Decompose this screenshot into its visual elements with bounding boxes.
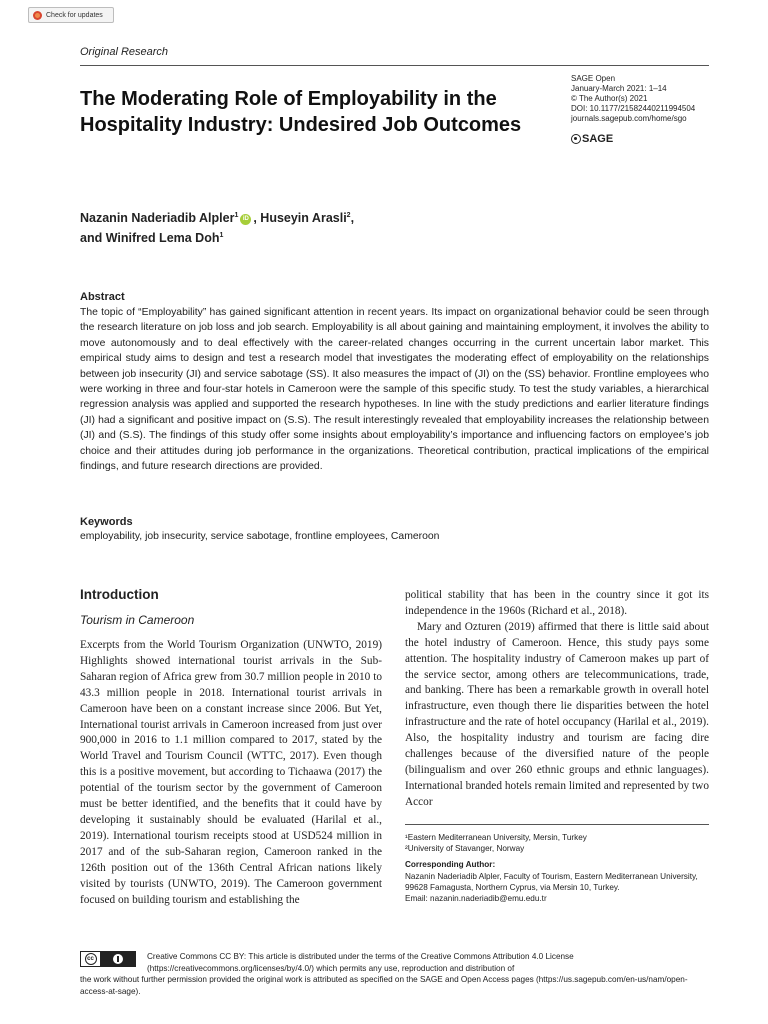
introduction-heading: Introduction xyxy=(80,587,159,602)
author-separator: , xyxy=(350,211,355,226)
copyright: © The Author(s) 2021 xyxy=(571,94,648,103)
body-paragraph: Excerpts from the World Tourism Organization (UNWTO, 2019) Highlights showed international tourist arrivals in the Sub-Saharan region of Africa grew from 30.7 million people in 2010 to 43.3 million people in 2018. International tourist arrivals in Cameroon have been on a constant increase since 2006. But Yet, International tourist arrivals in Cameroon increased from just over 900,000 in 2016 to 1.1 million compared to 2017, stated by the World Travel and Tourism Council (WTTC, 2017). Even though this is a positive movement, but according to Tichaawa (2017) the potential of the tourism sector by the government of Cameroon must be better identified, and the benefits that it could have by developing it sustainably should be evaluated (Harilal et al., 2019). International tourism receipts stood at USD524 million in 2017 and of the sub-Saharan region, Cameroon ranked in the 126th position out of the 136th Central African nations likely visited by tourists (UNWTO, 2019). The Cameroon government focused on building tourism and establishing the xyxy=(80,639,382,906)
journal-name: SAGE Open xyxy=(571,74,616,83)
license-line-1: Creative Commons CC BY: This article is distributed under the terms of the Creative Commons Attribution 4.0 License (https://creativecommons.org/licenses/by/4.0/) which permits any use, reproduction and distribution of xyxy=(147,952,574,973)
footnotes xyxy=(405,832,709,904)
journal-url[interactable]: journals.sagepub.com/home/sgo xyxy=(571,114,687,123)
abstract-text: The topic of “Employability” has gained significant attention in recent years. Its impact on organizational behavior could be seen through the research literature on job loss and job search. Employability is all about gaining and maintaining employment, it involves the ability to move autonomously and to deal effectively with the career-related changes occurring in the current uncertain labor market. This empirical study aims to design and test a research model that investigates the moderating effect of employability on the relationships between job insecurity (JI) and service sabotage (SS). It also measures the impact of (JI) on the (SS) behavior. Frontline employees who were working in three and four-star hotels in Cameroon were the sample of this specific study. To test the study variables, a hierarchical regression analysis was applied and supported the research hypotheses. In line with the study predictions and earlier literature findings (JI) had a significant and positive impact on (S.S). The result interestingly revealed that employability increases the relationship between (JI) and (S.S). The findings of this study offer some insights about employability’s importance and influencing factors on employee’s job choice and their attitudes during job performance in the organizations. Theoretical contribution, practical implications of the empirical findings, and future research directions are provided. xyxy=(80,307,709,473)
author-1-affil: 1 xyxy=(234,212,239,219)
affiliation-1: ¹Eastern Mediterranean University, Mersin, Turkey xyxy=(405,833,587,842)
doi[interactable]: DOI: 10.1177/21582440211994504 xyxy=(571,104,696,113)
author-2[interactable]: , Huseyin Arasli xyxy=(253,211,347,226)
article-title: The Moderating Role of Employability in the Hospitality Industry: Undesired Job Outcomes xyxy=(80,88,522,136)
update-icon xyxy=(33,11,42,20)
sage-logo-icon xyxy=(571,134,581,144)
corresponding-author-heading: Corresponding Author: xyxy=(405,860,496,870)
journal-meta xyxy=(571,74,695,124)
section-label: Original Research xyxy=(80,46,169,58)
abstract-heading: Abstract xyxy=(80,291,125,303)
header-rule xyxy=(80,65,709,66)
affiliation-2: ²University of Stavanger, Norway xyxy=(405,844,525,854)
check-for-updates-badge[interactable] xyxy=(28,7,114,23)
publisher-logo xyxy=(571,133,613,145)
orcid-icon[interactable]: iD xyxy=(240,214,251,225)
license-line-2: the work without further permission provided the original work is attributed as specified on the SAGE and Open Access pages (https://us.sagepub.com/en-us/nam/open-access-at-sage). xyxy=(80,975,688,996)
journal-issue: January-March 2021: 1–14 xyxy=(571,84,667,93)
author-3-affil: 1 xyxy=(219,232,224,240)
author-1[interactable]: Nazanin Naderiadib Alpler xyxy=(80,211,235,226)
publisher-name: SAGE xyxy=(582,133,614,145)
body-paragraph: Mary and Ozturen (2019) affirmed that there is little said about the hotel industry of Cameroon. Hence, this study pays some attention. The hospitality industry of Cameroon makes up part of the service sector, among others are telecommunications, trade, and banking. There has been a remarkable growth in overall hotel infrastructure, even though there lie disparities between the hotel infrastructure and the rate of hotel occupancy (Harilal et al., 2019). Also, the hospitality industry and tourism are facing dire challenges because of the diversified nature of the people (bilingualism and over 260 ethnic groups and ethnic languages). International branded hotels remain limited and represented by two Accor xyxy=(405,620,709,808)
author-3[interactable]: and Winifred Lema Doh xyxy=(80,231,220,246)
cc-by-icon[interactable]: cc xyxy=(80,951,136,967)
license-notice xyxy=(80,951,709,997)
check-for-updates-label: Check for updates xyxy=(46,11,103,19)
body-column-right xyxy=(405,588,709,811)
keywords-heading: Keywords xyxy=(80,516,133,528)
keywords-text: employability, job insecurity, service sabotage, frontline employees, Cameroon xyxy=(80,531,440,542)
body-column-left xyxy=(80,638,382,908)
author-list xyxy=(80,207,500,247)
corresponding-author-text: Nazanin Naderiadib Alpler, Faculty of Tourism, Eastern Mediterranean University, 99628 Famagusta, Northern Cyprus, via Mersin 10, Turkey. xyxy=(405,871,698,892)
footnote-rule xyxy=(405,824,709,825)
body-paragraph: political stability that has been in the country since it got its independence in the 1960s (Richard et al., 2018). xyxy=(405,589,709,617)
corresponding-author-email[interactable]: Email: nazanin.naderiadib@emu.edu.tr xyxy=(405,894,547,904)
author-2-affil: 2 xyxy=(346,212,351,219)
subsection-heading: Tourism in Cameroon xyxy=(80,613,195,627)
